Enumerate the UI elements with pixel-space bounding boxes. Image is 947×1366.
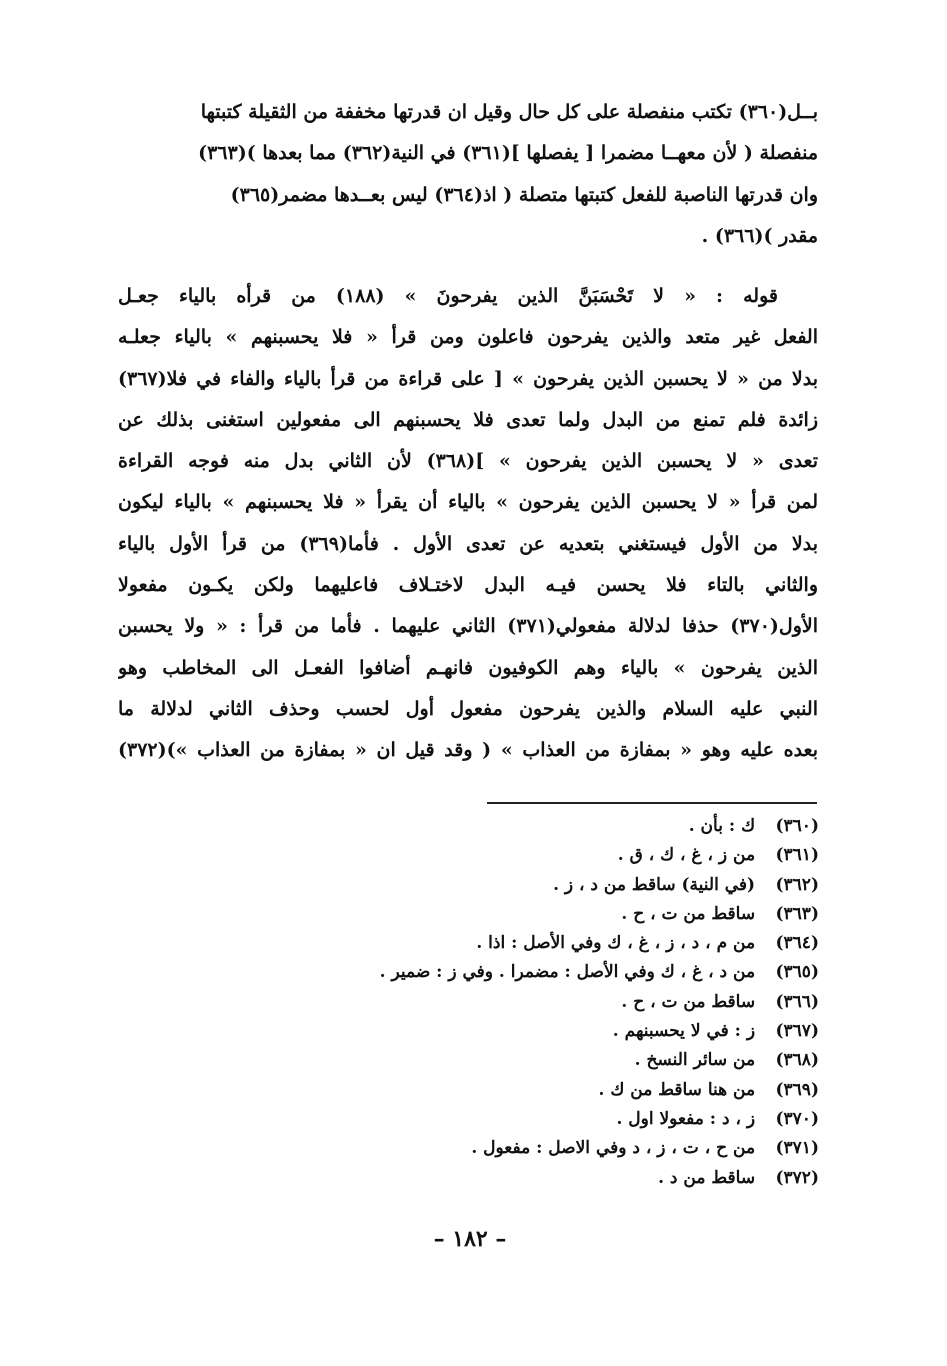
text-line: الأول(٣٧٠) حذفا لدلالة مفعولي(٣٧١) الثاني عليهما . فأما من قرأ : « ولا يحسبن [118, 615, 818, 638]
footnote-text: من سائر النسخ . [634, 1050, 756, 1071]
footnote-number: (٣٦٨) [775, 1050, 819, 1071]
text-line: لمن قرأ « لا يحسبن الذين يفرحون » بالياء أن يقرأ « فلا يحسبنهم » بالياء ليكون [118, 491, 818, 514]
footnote-number: (٣٦٤) [775, 933, 819, 954]
footnote-text: ز ، د : مفعولا اول . [616, 1108, 756, 1129]
footnote-text: ساقط من ت ، ح . [621, 991, 756, 1012]
page-number: – ١٨٢ – [433, 1226, 507, 1252]
footnotes-list [259, 812, 819, 1193]
footnote-number: (٣٦٦) [775, 991, 819, 1012]
text-line: والثاني بالتاء فلا يحسن فيـه البدل لاختـلاف فاعليهما ولكن يكـون مفعولا [118, 574, 818, 597]
text-line [118, 276, 818, 317]
footnote-number: (٣٦٩) [775, 1079, 819, 1100]
footnote-text: من ز ، غ ، ك ، ق . [617, 845, 756, 866]
paragraph-2 [118, 276, 818, 772]
footnote [259, 988, 819, 1017]
text-line-content: قوله : « لا تَحْسَبَنَّ الذين يفرحونَ » (١٨٨) من قرأه بالياء جعـل [118, 285, 778, 307]
text-line: الذين يفرحون » بالياء وهم الكوفيون فانهـم أضافوا الفعـل الى المخاطب وهو [118, 656, 818, 679]
text-line: بدلا من « لا يحسبن الذين يفرحون » [ على قراءة من قرأ بالياء والفاء في فلا(٣٦٧) [118, 367, 818, 390]
footnote-number: (٣٦٧) [775, 1021, 819, 1042]
footnote-number: (٣٧٠) [775, 1108, 819, 1129]
text-line: الفعل غير متعد والذين يفرحون فاعلون ومن قرأ « فلا يحسبنهم » بالياء جعلـه [118, 326, 818, 349]
footnote [259, 871, 819, 900]
footnote-number: (٣٦٢) [775, 874, 819, 895]
footnote-divider [487, 802, 817, 804]
footnote-text: ساقط من د . [658, 1167, 756, 1188]
footnote-text: من هنا ساقط من ك . [598, 1079, 756, 1100]
footnote-number: (٣٦١) [775, 845, 819, 866]
footnote-text: (في النية) ساقط من د ، ز . [553, 874, 756, 895]
text-line: منفصلة ( لأن معهــا مضمرا [ يفصلها ](٣٦١) في النية(٣٦٢) مما بعدها )(٣٦٣) [198, 142, 818, 165]
footnote-number: (٣٧٢) [775, 1167, 819, 1188]
text-line: زائدة فلم تمنع من البدل ولما تعدى فلا يحسبنهم الى مفعولين استغنى بذلك عن [118, 408, 818, 431]
footnote-number: (٣٦٥) [775, 962, 819, 983]
footnote [259, 841, 819, 870]
paragraph-1 [118, 92, 818, 257]
footnote [259, 1164, 819, 1193]
footnote [259, 1076, 819, 1105]
footnote-text: من ح ، ت ، ز ، د وفي الاصل : مفعول . [471, 1138, 756, 1159]
footnote-text: من م ، د ، ز ، غ ، ك وفي الأصل : اذا . [476, 933, 756, 954]
footnote-text: ساقط من ت ، ح . [621, 903, 756, 924]
footnote-text: ك : بأن . [688, 816, 756, 836]
footnote [259, 929, 819, 958]
footnote [259, 812, 819, 841]
footnote-text: ز : في لا يحسبنهم . [612, 1021, 756, 1042]
footnote [259, 1046, 819, 1075]
text-line: بــل(٣٦٠) تكتب منفصلة على كل حال وقيل ان قدرتها مخففة من الثقيلة كتبتها [200, 101, 818, 123]
footnote-number: (٣٧١) [775, 1138, 819, 1159]
footnote [259, 900, 819, 929]
text-line: مقدر )(٣٦٦) . [701, 224, 818, 247]
text-line: تعدى « لا يحسبن الذين يفرحون » ](٣٦٨) لأن الثاني بدل منه فوجه القراءة [118, 450, 818, 473]
footnote [259, 1134, 819, 1163]
text-line: النبي عليه السلام والذين يفرحون مفعول أول لحسب وحذف الثاني لدلالة ما [118, 697, 818, 720]
footnote-text: من د ، غ ، ك وفي الأصل : مضمرا . وفي ز : ضمير . [379, 962, 756, 983]
footnote [259, 1017, 819, 1046]
text-line: بعده عليه وهو « بمفازة من العذاب » ( وقد قيل ان « بمفازة من العذاب »)(٣٧٢) [118, 739, 818, 762]
text-line: وان قدرتها الناصبة للفعل كتبتها متصلة ( اذ(٣٦٤) ليس بعــدها مضمر(٣٦٥) [230, 183, 818, 206]
footnote-number: (٣٦٣) [775, 903, 819, 924]
footnote [259, 1105, 819, 1134]
text-line: بدلا من الأول فيستغني بتعديه عن تعدى الأول . فأما(٣٦٩) من قرأ الأول بالياء [118, 532, 818, 555]
footnote-number: (٣٦٠) [775, 816, 819, 836]
footnote [259, 958, 819, 987]
